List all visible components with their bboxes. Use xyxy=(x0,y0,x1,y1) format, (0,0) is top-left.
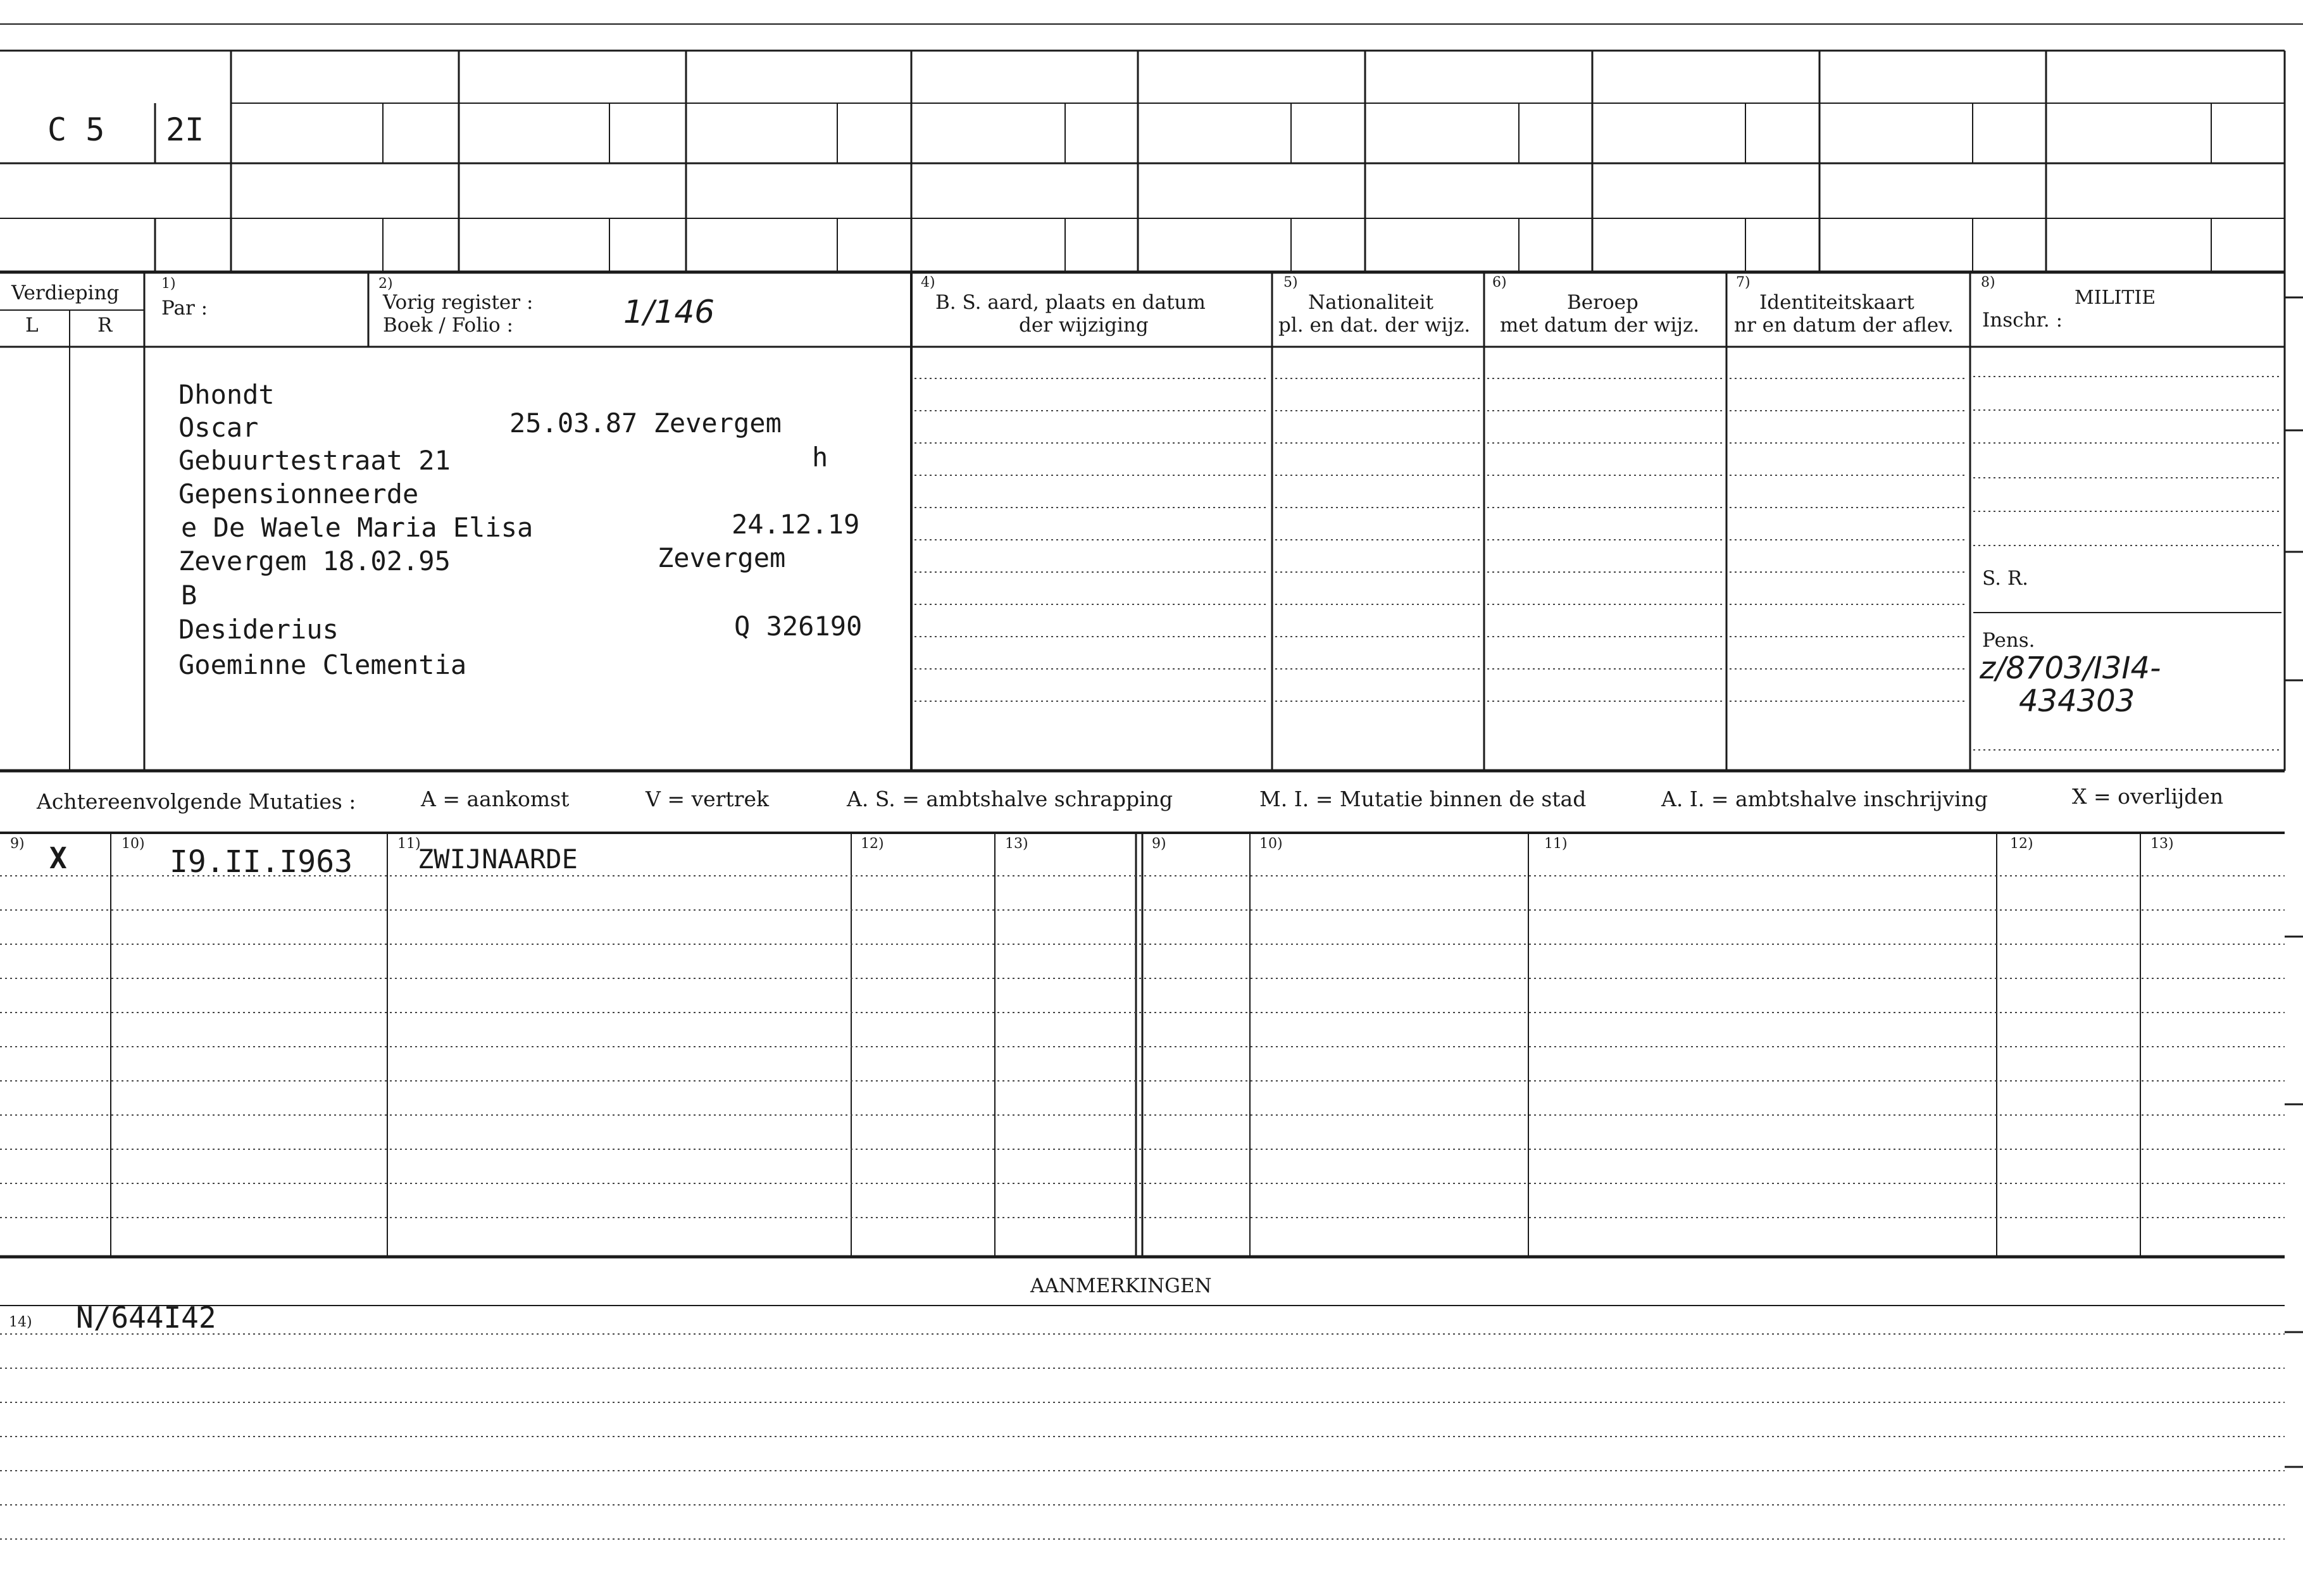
mut-col-11-right: 11) xyxy=(1544,836,1568,852)
person-marriage-place: Zevergem xyxy=(658,542,786,573)
vorig-label: Vorig register : xyxy=(383,291,534,314)
id-line2: nr en datum der aflev. xyxy=(1734,314,1954,337)
mut-col-12-left: 12) xyxy=(861,836,884,852)
top-code: C 5 xyxy=(47,111,105,148)
person-father: Desiderius xyxy=(178,614,339,645)
mut-col-9-right: 9) xyxy=(1152,836,1166,852)
mutation-date: I9.II.I963 xyxy=(170,844,353,880)
person-birth: 25.03.87 Zevergem xyxy=(509,408,782,439)
top-number: 2I xyxy=(166,111,204,148)
par-num: 1) xyxy=(161,276,176,292)
beroep-line1: Beroep xyxy=(1567,291,1638,314)
legend-mutatie: M. I. = Mutatie binnen de stad xyxy=(1259,787,1587,811)
militie-label: MILITIE xyxy=(2075,287,2156,309)
person-spouse-date: 24.12.19 xyxy=(732,509,860,540)
mut-col-10-left: 10) xyxy=(122,836,145,852)
mutation-type: X xyxy=(49,841,67,875)
person-code: Q 326190 xyxy=(734,611,863,642)
beroep-num: 6) xyxy=(1492,275,1507,290)
verdieping-col-l: L xyxy=(25,314,39,337)
nat-line1: Nationaliteit xyxy=(1308,291,1434,314)
mut-col-13-right: 13) xyxy=(2150,836,2174,852)
mut-col-11-left: 11) xyxy=(397,836,421,852)
pens-line1: z/8703/I3I4- xyxy=(1980,651,2161,686)
person-occupation: Gepensionneerde xyxy=(178,478,419,509)
legend-vertrek: V = vertrek xyxy=(646,787,769,811)
remarks-text: N/644I42 xyxy=(76,1300,216,1335)
bs-line2: der wijziging xyxy=(1019,314,1149,337)
bs-line1: B. S. aard, plaats en datum xyxy=(935,291,1206,314)
remarks-title: AANMERKINGEN xyxy=(1030,1275,1212,1297)
remarks-num: 14) xyxy=(9,1314,32,1330)
mutation-place: ZWIJNAARDE xyxy=(418,844,578,875)
person-surname: Dhondt xyxy=(178,379,275,410)
legend-title: Achtereenvolgende Mutaties : xyxy=(37,789,356,814)
person-firstname: Oscar xyxy=(178,412,259,443)
vorig-num: 2) xyxy=(378,276,393,292)
person-mark-h: h xyxy=(812,442,828,473)
person-address: Gebuurtestraat 21 xyxy=(178,445,451,476)
bs-num: 4) xyxy=(921,275,935,290)
beroep-line2: met datum der wijz. xyxy=(1500,314,1700,337)
form-rules xyxy=(0,24,2303,1467)
id-num: 7) xyxy=(1736,275,1751,290)
person-b: B xyxy=(181,580,197,611)
legend-overlijden: X = overlijden xyxy=(2072,784,2224,809)
boek-value: 1/146 xyxy=(623,294,715,330)
mut-col-10-right: 10) xyxy=(1259,836,1283,852)
person-marriage: Zevergem 18.02.95 xyxy=(178,546,451,577)
mut-col-9-left: 9) xyxy=(10,836,25,852)
mut-col-12-right: 12) xyxy=(2010,836,2033,852)
legend-aankomst: A = aankomst xyxy=(421,787,570,811)
person-mother: Goeminne Clementia xyxy=(178,649,467,680)
legend-schrapping: A. S. = ambtshalve schrapping xyxy=(847,787,1173,811)
person-spouse: e De Waele Maria Elisa xyxy=(181,512,534,543)
pens-line2: 434303 xyxy=(2019,683,2135,719)
verdieping-col-r: R xyxy=(97,314,113,337)
inschr-label: Inschr. : xyxy=(1982,309,2063,332)
legend-inschrijving: A. I. = ambtshalve inschrijving xyxy=(1661,787,1988,811)
boek-label: Boek / Folio : xyxy=(383,314,513,337)
sr-label: S. R. xyxy=(1982,567,2029,590)
pens-label: Pens. xyxy=(1982,629,2035,652)
mut-col-13-left: 13) xyxy=(1005,836,1028,852)
verdieping-label: Verdieping xyxy=(11,282,120,304)
nat-num: 5) xyxy=(1283,275,1298,290)
id-line1: Identiteitskaart xyxy=(1759,291,1914,314)
nat-line2: pl. en dat. der wijz. xyxy=(1278,314,1471,337)
militie-num: 8) xyxy=(1981,275,1995,290)
par-label: Par : xyxy=(161,297,208,320)
